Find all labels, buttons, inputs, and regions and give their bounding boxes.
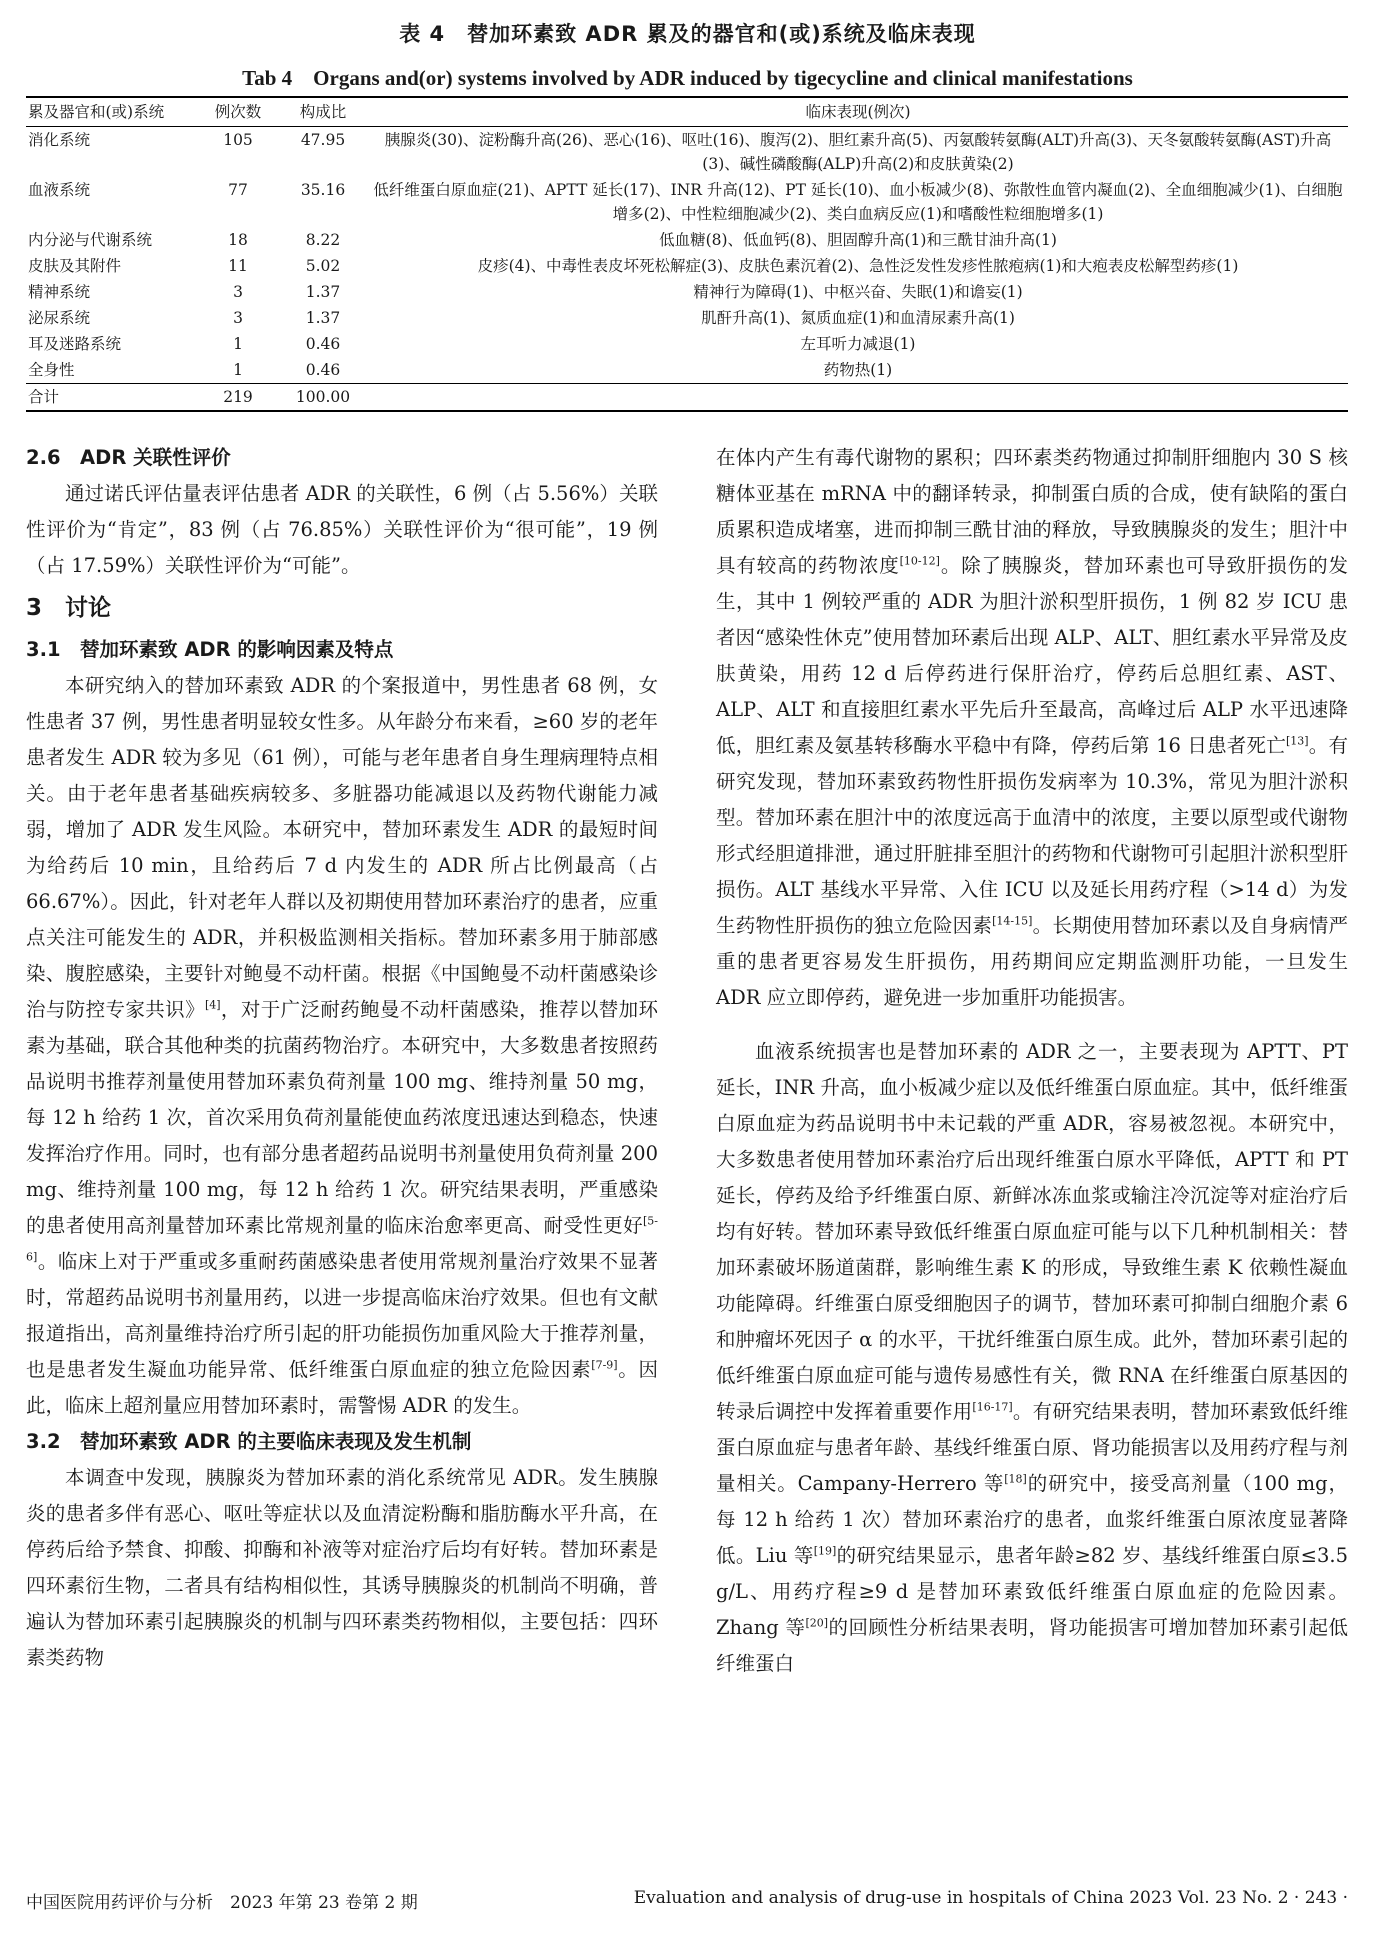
cell-ratio: 35.16 <box>300 181 346 199</box>
table-row <box>26 357 1348 384</box>
journal-name-en: Evaluation and analysis of drug-use in hospitals of China 2023 Vol. 23 No. 2 · 243 · <box>633 1888 1348 1908</box>
text-span: 的研究中，接受高剂量（100 mg，每 12 h 给药 1 次）替加环素治疗的患者，血浆纤维蛋白原浓度显著降低。Liu 等 <box>716 1472 1348 1567</box>
section-heading-3: 3 讨论 <box>26 595 112 621</box>
text-span: 本研究纳入的替加环素致 ADR 的个案报道中，男性患者 68 例，女性患者 37 例，男性患者明显较女性多。从年龄分布来看，≥60 岁的老年患者发生 ADR 较为多见（61 例），可能与老年患者自身生理病理特点相关。由于老年患者基础疾病较多、多脏器功能减退以及药物代谢能力减弱，增加了 ADR 发生风险。本研究中，替加环素发生 ADR 的最短时间为给药后 10 min，且给药后 7 d 内发生的 ADR 所占比例最高（占 66.67%）。因此，针对老年人群以及初期使用替加环素治疗的患者，应重点关注可能发生的 ADR，并积极监测相关指标。替加环素多用于肺部感染、腹腔感染，主要针对鲍曼不动杆菌。根据《中国鲍曼不动杆菌感染诊治与防控专家共识》 <box>26 674 658 1021</box>
section-heading-2-6: 2.6 ADR 关联性评价 <box>26 446 231 469</box>
header-manifestation: 临床表现(例次) <box>368 97 1348 127</box>
table-row <box>26 177 1348 227</box>
citation: [4] <box>204 998 221 1012</box>
cell-manifestation: 肌酐升高(1)、氮质血症(1)和血清尿素升高(1) <box>701 309 1015 327</box>
cell-ratio: 5.02 <box>305 257 341 275</box>
journal-name-cn: 中国医院用药评价与分析 2023 年第 23 卷第 2 期 <box>26 1893 418 1913</box>
cell-system: 泌尿系统 <box>28 309 91 327</box>
cell-manifestation: 皮疹(4)、中毒性表皮坏死松解症(3)、皮肤色素沉着(2)、急性泛发性发疹性脓疱病(1)和大疱表皮松解型药疹(1) <box>477 257 1239 275</box>
text-span: 。有研究发现，替加环素致药物性肝损伤发病率为 10.3%，常见为胆汁淤积型。替加环素在胆汁中的浓度远高于血清中的浓度，主要以原型或代谢物形式经胆道排泄，通过肝脏排至胆汁的药物和代谢物可引起胆汁淤积型肝损伤。ALT 基线水平异常、入住 ICU 以及延长用药疗程（>14 d）为发生药物性肝损伤的独立危险因素 <box>716 734 1348 937</box>
cell-manifestation: 左耳听力减退(1) <box>800 335 916 353</box>
cell-ratio: 0.46 <box>305 361 341 379</box>
citation: [18] <box>1004 1472 1027 1486</box>
cell-system: 血液系统 <box>28 181 91 199</box>
paragraph-gap <box>716 1016 1348 1034</box>
cell-ratio: 8.22 <box>305 231 341 249</box>
cell-system: 皮肤及其附件 <box>28 257 122 275</box>
table-row <box>26 279 1348 305</box>
right-column <box>716 440 1348 1682</box>
header-count: 例次数 <box>198 97 278 127</box>
text-span: ，对于广泛耐药鲍曼不动杆菌感染，推荐以替加环素为基础，联合其他种类的抗菌药物治疗。本研究中，大多数患者按照药品说明书推荐剂量使用替加环素负荷剂量 100 mg、维持剂量 50 mg，每 12 h 给药 1 次，首次采用负荷剂量能使血药浓度迅速达到稳态，快速发挥治疗作用。同时，也有部分患者超药品说明书剂量使用负荷剂量 200 mg、维持剂量 100 mg，每 12 h 给药 1 次。研究结果表明，严重感染的患者使用高剂量替加环素比常规剂量的临床治愈率更高、耐受性更好 <box>26 998 658 1237</box>
cell-count: 11 <box>228 257 248 275</box>
citation: [14-15] <box>992 914 1033 928</box>
adr-table <box>26 96 1348 412</box>
table-header-row <box>26 97 1348 127</box>
citation: [13] <box>1285 734 1309 748</box>
cell-system: 消化系统 <box>28 131 91 149</box>
cell-system: 精神系统 <box>28 283 91 301</box>
citation: [7-9] <box>591 1358 618 1372</box>
table-row <box>26 127 1348 178</box>
table-caption-en: Tab 4 Organs and(or) systems involved by ADR induced by tigecycline and clinical manifestations <box>242 66 1133 90</box>
paragraph: 通过诺氏评估量表评估患者 ADR 的关联性，6 例（占 5.56%）关联性评价为“肯定”，83 例（占 76.85%）关联性评价为“很可能”，19 例（占 17.59%）关联性评价为“可能”。 <box>26 482 658 577</box>
cell-count: 105 <box>223 131 253 149</box>
cell-count: 77 <box>228 181 248 199</box>
text-span: 。除了胰腺炎，替加环素也可导致肝损伤的发生，其中 1 例较严重的 ADR 为胆汁淤积型肝损伤，1 例 82 岁 ICU 患者因“感染性休克”使用替加环素后出现 ALP、ALT、胆红素水平异常及皮肤黄染，用药 12 d 后停药进行保肝治疗，停药后总胆红素、AST、ALP、ALT 和直接胆红素水平先后升至最高，高峰过后 ALP 水平迅速降低，胆红素及氨基转移酶水平稳中有降，停药后第 16 日患者死亡 <box>716 554 1348 757</box>
cell-count: 18 <box>228 231 248 249</box>
table-row <box>26 305 1348 331</box>
text-span: 。有研究结果表明，替加环素致低纤维蛋白原血症与患者年龄、基线纤维蛋白原、肾功能损害以及用药疗程与剂量相关。Campany-Herrero 等 <box>716 1400 1348 1495</box>
header-ratio: 构成比 <box>278 97 368 127</box>
cell-count: 219 <box>198 384 278 412</box>
cell-ratio: 1.37 <box>305 309 341 327</box>
table-row <box>26 253 1348 279</box>
text-span: 。因此，临床上超剂量应用替加环素时，需警惕 ADR 的发生。 <box>26 1358 658 1417</box>
cell-manifestation <box>368 384 1348 412</box>
cell-count: 1 <box>233 335 243 353</box>
paragraph <box>26 668 658 1424</box>
cell-ratio: 0.46 <box>305 335 341 353</box>
left-column <box>26 440 658 1676</box>
citation: [19] <box>813 1544 837 1558</box>
cell-manifestation: 低血糖(8)、低血钙(8)、胆固醇升高(1)和三酰甘油升高(1) <box>659 231 1057 249</box>
paragraph: 本调查中发现，胰腺炎为替加环素的消化系统常见 ADR。发生胰腺炎的患者多伴有恶心、呕吐等症状以及血清淀粉酶和脂肪酶水平升高，在停药后给予禁食、抑酸、抑酶和补液等对症治疗后均有好转。替加环素是四环素衍生物，二者具有结构相似性，其诱导胰腺炎的机制尚不明确，普遍认为替加环素引起胰腺炎的机制与四环素类药物相似，主要包括：四环素类药物 <box>26 1466 658 1669</box>
text-span: 的研究结果显示，患者年龄≥82 岁、基线纤维蛋白原≤3.5 g/L、用药疗程≥9 d 是替加环素致低纤维蛋白原血症的危险因素。Zhang 等 <box>716 1544 1348 1639</box>
paragraph <box>716 1034 1348 1682</box>
citation: [5-6] <box>26 1214 658 1264</box>
citation: [10-12] <box>899 554 940 568</box>
cell-manifestation: 低纤维蛋白原血症(21)、APTT 延长(17)、INR 升高(12)、PT 延长(10)、血小板减少(8)、弥散性血管内凝血(2)、全血细胞减少(1)、白细胞增多(2)、中性粒细胞减少(2)、类白血病反应(1)和嗜酸性粒细胞增多(1) <box>373 181 1343 223</box>
section-heading-3-2: 3.2 替加环素致 ADR 的主要临床表现及发生机制 <box>26 1430 472 1453</box>
table-row <box>26 331 1348 357</box>
text-span: 。长期使用替加环素以及自身病情严重的患者更容易发生肝损伤，用药期间应定期监测肝功能，一旦发生 ADR 应立即停药，避免进一步加重肝功能损害。 <box>716 914 1348 1009</box>
header-system: 累及器官和(或)系统 <box>26 97 198 127</box>
page-footer <box>26 1888 1348 1913</box>
text-span: 的回顾性分析结果表明，肾功能损害可增加替加环素引起低纤维蛋白 <box>716 1616 1348 1675</box>
cell-ratio: 47.95 <box>300 131 346 149</box>
cell-manifestation: 精神行为障碍(1)、中枢兴奋、失眠(1)和谵妄(1) <box>693 283 1023 301</box>
cell-manifestation: 药物热(1) <box>823 361 893 379</box>
cell-count: 3 <box>233 283 243 301</box>
citation: [20] <box>805 1616 829 1630</box>
cell-ratio: 1.37 <box>305 283 341 301</box>
cell-ratio: 100.00 <box>278 384 368 412</box>
text-span: 在体内产生有毒代谢物的累积；四环素类药物通过抑制肝细胞内 30 S 核糖体亚基在 mRNA 中的翻译转录，抑制蛋白质的合成，使有缺陷的蛋白质累积造成堵塞，进而抑制三酰甘油的释放，导致胰腺炎的发生；胆汁中具有较高的药物浓度 <box>716 446 1348 577</box>
cell-system: 耳及迷路系统 <box>28 335 122 353</box>
table-total-row <box>26 384 1348 412</box>
text-span: 。临床上对于严重或多重耐药菌感染患者使用常规剂量治疗效果不显著时，常超药品说明书剂量用药，以进一步提高临床治疗效果。但也有文献报道指出，高剂量维持治疗所引起的肝功能损伤加重风险大于推荐剂量，也是患者发生凝血功能异常、低纤维蛋白原血症的独立危险因素 <box>26 1250 658 1381</box>
cell-count: 1 <box>233 361 243 379</box>
cell-system: 全身性 <box>28 361 75 379</box>
citation: [16-17] <box>972 1400 1013 1414</box>
cell-manifestation: 胰腺炎(30)、淀粉酶升高(26)、恶心(16)、呕吐(16)、腹泻(2)、胆红素升高(5)、丙氨酸转氨酶(ALT)升高(3)、天冬氨酸转氨酶(AST)升高(3)、碱性磷酸酶(ALP)升高(2)和皮肤黄染(2) <box>384 131 1332 173</box>
paragraph <box>716 440 1348 1016</box>
table-caption-cn: 表 4 替加环素致 ADR 累及的器官和(或)系统及临床表现 <box>399 22 976 46</box>
table-row <box>26 227 1348 253</box>
cell-count: 3 <box>233 309 243 327</box>
cell-system: 合计 <box>26 384 198 412</box>
section-heading-3-1: 3.1 替加环素致 ADR 的影响因素及特点 <box>26 638 394 661</box>
text-span: 血液系统损害也是替加环素的 ADR 之一，主要表现为 APTT、PT 延长，INR 升高，血小板减少症以及低纤维蛋白原血症。其中，低纤维蛋白原血症为药品说明书中未记载的严重 ADR，容易被忽视。本研究中，大多数患者使用替加环素治疗后出现纤维蛋白原水平降低，APTT 和 PT 延长，停药及给予纤维蛋白原、新鲜冰冻血浆或输注冷沉淀等对症治疗后均有好转。替加环素导致低纤维蛋白原血症可能与以下几种机制相关：替加环素破坏肠道菌群，影响维生素 K 的形成，导致维生素 K 依赖性凝血功能障碍。纤维蛋白原受细胞因子的调节，替加环素可抑制白细胞介素 6 和肿瘤坏死因子 α 的水平，干扰纤维蛋白原生成。此外，替加环素引起的低纤维蛋白原血症可能与遗传易感性有关，微 RNA 在纤维蛋白原基因的转录后调控中发挥着重要作用 <box>716 1040 1348 1423</box>
cell-system: 内分泌与代谢系统 <box>28 231 153 249</box>
